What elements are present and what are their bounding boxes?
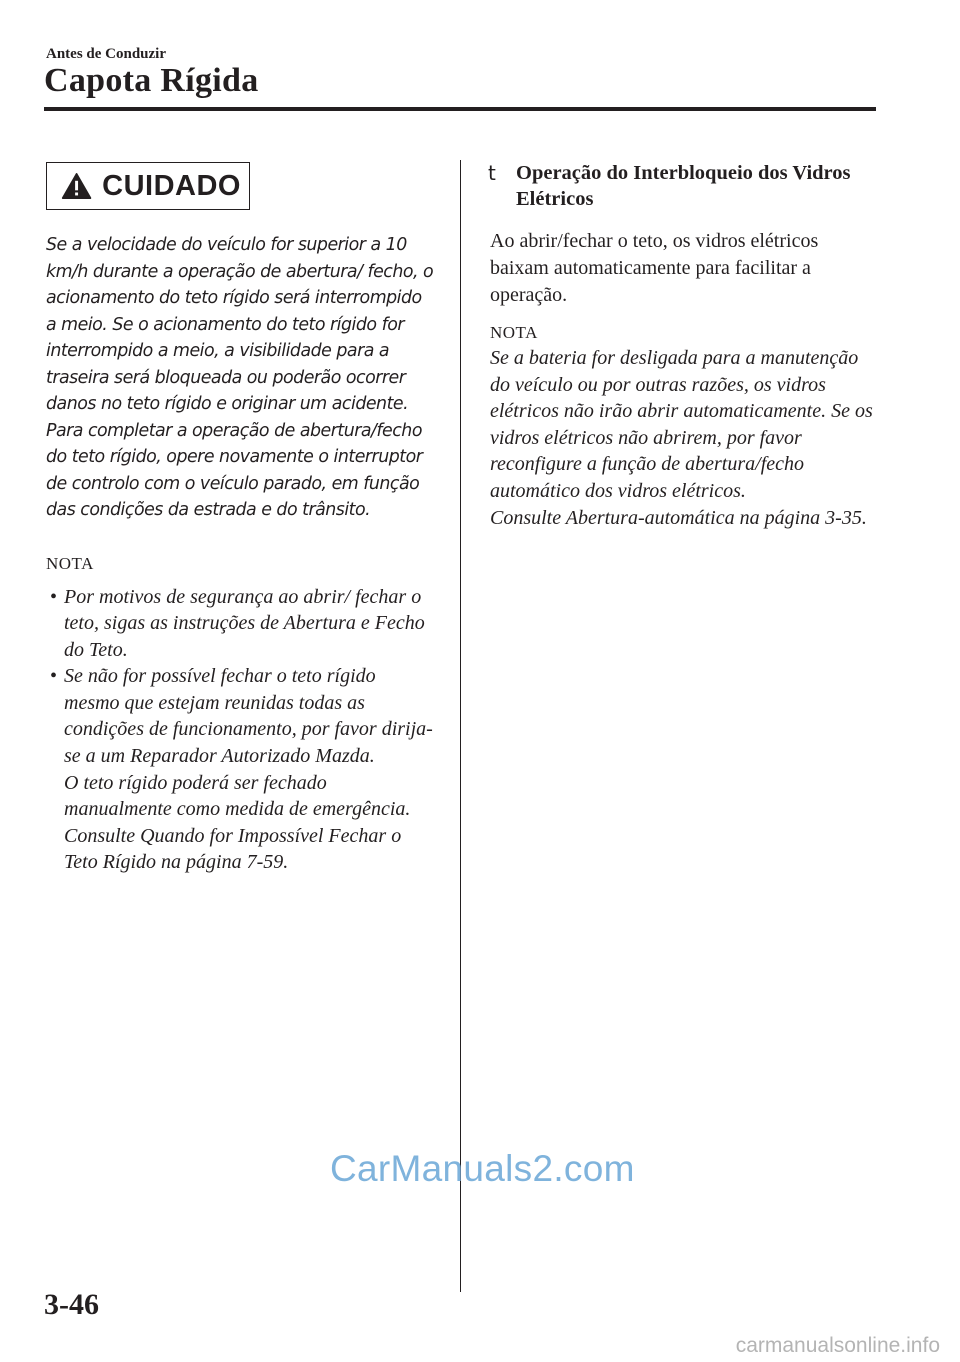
- note-heading: NOTA: [490, 323, 538, 342]
- body-text: Ao abrir/fechar o teto, os vidros elétricos baixam automaticamente para facilitar a operação.: [490, 230, 819, 306]
- left-column: [46, 162, 436, 876]
- warning-triangle-icon: [61, 170, 92, 202]
- note-line: Consulte Abertura-automática na página 3-35.: [490, 506, 867, 529]
- note-line: O teto rígido poderá ser fechado manualmente como medida de emergência.: [64, 771, 411, 821]
- bullet-icon: •: [50, 665, 58, 688]
- right-column: [488, 160, 873, 531]
- caution-label: CUIDADO: [102, 169, 241, 202]
- note-heading: NOTA: [46, 553, 94, 573]
- caution-box: [46, 162, 250, 210]
- note-line: Consulte Quando for Impossível Fechar o Teto Rígido na página 7-59.: [64, 824, 402, 874]
- section-marker-icon: t: [488, 161, 496, 185]
- breadcrumb: Antes de Conduzir: [46, 46, 167, 62]
- bullet-icon: •: [50, 585, 58, 608]
- note-line: Se a bateria for desligada para a manutenção do veículo ou por outras razões, os vidros elétricos não irão abrir automaticamente. Se os vidros elétricos não abrirem, por favor reconfigure a função de abertura/fecho automático dos vidros elétricos.: [490, 347, 873, 502]
- section-heading: [488, 160, 873, 212]
- watermark-text: CarManuals2.com: [330, 1148, 635, 1189]
- section-heading-text: Operação do Interbloqueio dos Vidros Elétricos: [516, 162, 851, 210]
- list-item: [46, 584, 436, 664]
- page-title: Capota Rígida: [44, 62, 259, 99]
- note-list: [46, 584, 436, 877]
- footer-site-text: carmanualsonline.info: [735, 1334, 940, 1357]
- note-line: Se não for possível fechar o teto rígido mesmo que estejam reunidas todas as condições de funcionamento, por favor dirija-se a um Reparador Autorizado Mazda.: [64, 665, 433, 768]
- header-rule: [44, 107, 876, 111]
- caution-text: Se a velocidade do veículo for superior a 10 km/h durante a operação de abertura/ fecho, o acionamento do teto rígido será interrompido a meio. Se o acionamento do teto rígido for interrompido a meio, a visibilidade para a traseira será bloqueada ou poderão ocorrer danos no teto rígido e originar um acidente. Para completar a operação de abertura/fecho do teto rígido, opere novamente o interruptor de controlo com o veículo parado, em função das condições da estrada e do trânsito.: [46, 235, 434, 520]
- note-line: Por motivos de segurança ao abrir/ fechar o teto, sigas as instruções de Abertura e Fecho do Teto.: [64, 585, 425, 661]
- page-number: 3-46: [44, 1288, 99, 1321]
- note-text: [490, 345, 873, 531]
- column-divider: [460, 160, 461, 1292]
- list-item: [46, 663, 436, 876]
